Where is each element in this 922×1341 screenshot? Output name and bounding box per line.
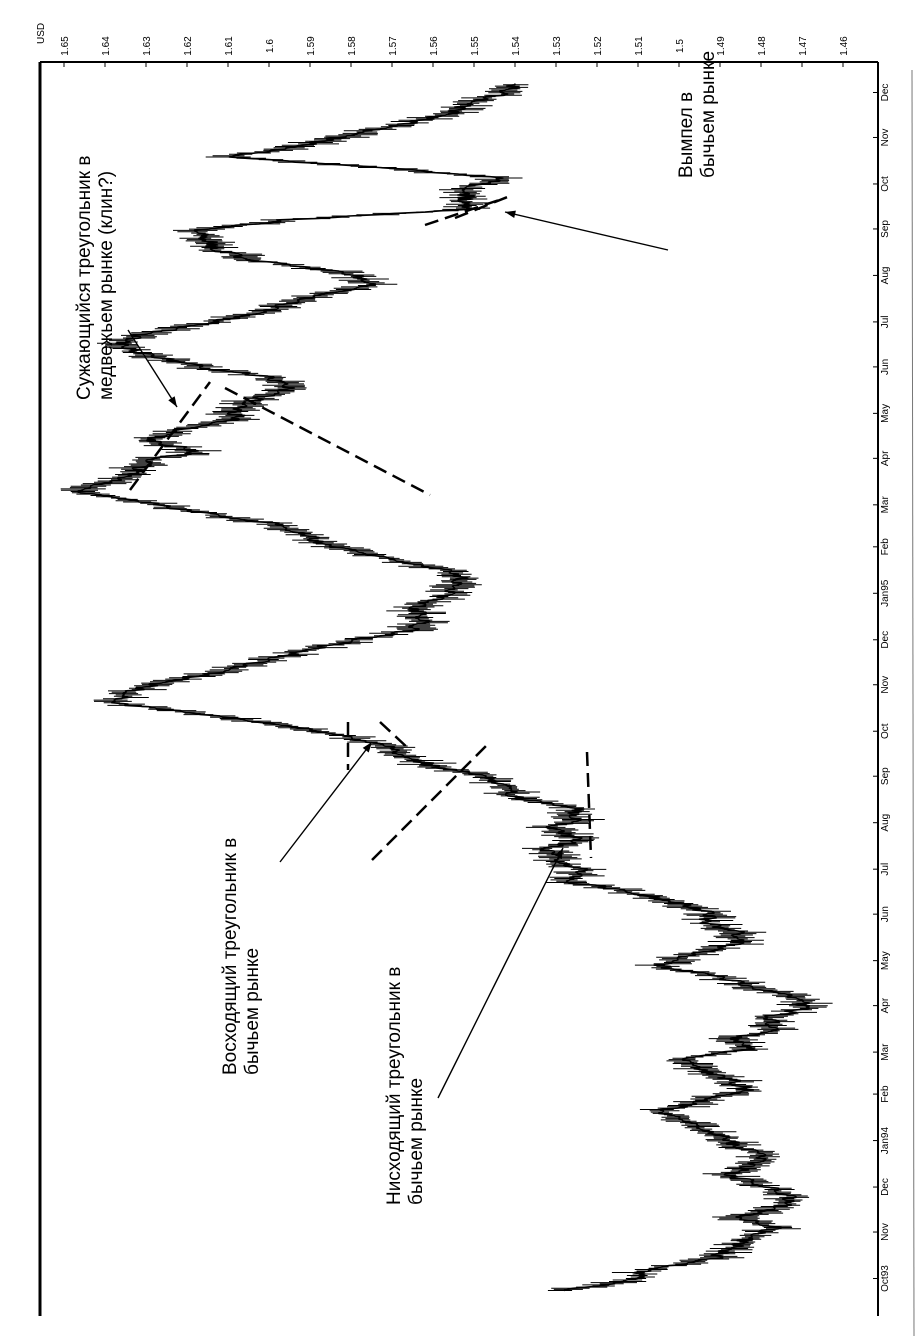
date-tick-label: Sep <box>880 220 891 238</box>
wedge-annotation-line: медвежьем рынке (клин?) <box>96 170 117 400</box>
price-tick-label: 1.49 <box>716 36 727 56</box>
pennant-annotation-line: бычьем рынке <box>698 50 719 178</box>
ascending-triangle-annotation-line: Восходящий треугольник в <box>220 837 241 1075</box>
date-tick-label: May <box>880 951 891 971</box>
date-tick-label: Apr <box>880 997 891 1014</box>
date-tick-label: May <box>880 403 891 423</box>
date-tick-label: Feb <box>880 538 891 556</box>
ascending-triangle-annotation-line: бычьем рынке <box>242 947 263 1075</box>
plot-frame <box>40 62 914 1336</box>
date-tick-label: Apr <box>880 450 891 467</box>
price-tick-label: 1.61 <box>224 36 235 56</box>
descending-triangle-annotation-line: бычьем рынке <box>406 1077 427 1205</box>
price-tick-label: 1.54 <box>511 36 522 56</box>
price-tick-label: 1.58 <box>347 36 358 56</box>
ascending-triangle-arrow <box>280 742 372 862</box>
date-tick-label: Nov <box>880 128 891 147</box>
ascending-triangle-annotation <box>220 838 263 1075</box>
wedge-annotation <box>74 156 117 400</box>
date-tick-label: Jul <box>880 862 891 876</box>
price-tick-label: 1.51 <box>634 36 645 56</box>
price-tick-label: 1.57 <box>388 36 399 56</box>
wedge-lower-line <box>225 388 430 495</box>
price-series <box>61 84 833 1291</box>
pennant-annotation <box>676 51 719 178</box>
date-tick-label: Dec <box>880 1178 891 1196</box>
price-tick-label: 1.5 <box>675 39 686 53</box>
date-tick-label: Sep <box>880 767 891 786</box>
pennant-arrow <box>505 212 668 250</box>
date-tick-label: Oct <box>880 723 891 740</box>
price-axis-ticks <box>36 23 850 67</box>
price-tick-label: 1.46 <box>839 36 850 56</box>
price-tick-label: 1.62 <box>183 36 194 56</box>
price-tick-label: 1.55 <box>470 36 481 56</box>
date-tick-label: Nov <box>880 675 891 694</box>
wedge-arrow <box>128 330 177 407</box>
date-tick-label: Dec <box>880 630 891 649</box>
pennant-annotation-line: Вымпел в <box>676 91 697 178</box>
date-tick-label: Nov <box>880 1223 891 1241</box>
pattern-lines <box>128 196 668 1098</box>
wedge-annotation-line: Сужающийся треугольник в <box>74 155 95 400</box>
price-tick-label: 1.53 <box>552 36 563 56</box>
date-tick-label: Jan95 <box>880 579 891 607</box>
price-line <box>78 84 809 1291</box>
date-tick-label: Dec <box>880 83 891 102</box>
descending-triangle-annotation-line: Нисходящий треугольник в <box>384 966 405 1205</box>
price-tick-label: 1.56 <box>429 36 440 56</box>
date-tick-label: Mar <box>880 1043 891 1061</box>
page-edge <box>912 70 914 1336</box>
axis-unit-label: USD <box>36 22 47 44</box>
price-tick-label: 1.47 <box>798 36 809 56</box>
date-tick-label: Jun <box>880 906 891 923</box>
date-tick-label: Jul <box>880 315 891 329</box>
date-tick-label: Aug <box>880 266 891 285</box>
date-tick-label: Oct93 <box>880 1265 891 1292</box>
price-tick-label: 1.59 <box>306 36 317 56</box>
price-tick-label: 1.48 <box>757 36 768 56</box>
date-tick-label: Oct <box>880 176 891 192</box>
price-tick-label: 1.52 <box>593 36 604 56</box>
wedge-upper-line <box>130 382 210 490</box>
descending-triangle-arrow <box>438 848 563 1098</box>
descending-triangle-annotation <box>384 967 427 1205</box>
price-tick-label: 1.65 <box>60 36 71 56</box>
date-tick-label: Jan94 <box>880 1126 891 1155</box>
descending-triangle-slope <box>372 742 490 860</box>
price-tick-label: 1.6 <box>265 39 276 53</box>
date-tick-label: Aug <box>880 813 891 832</box>
date-tick-label: Jun <box>880 358 891 375</box>
price-tick-label: 1.64 <box>101 36 112 56</box>
ascending-triangle-arrow-head <box>363 742 372 752</box>
wedge-arrow-head <box>168 396 177 407</box>
date-tick-label: Mar <box>880 496 891 514</box>
price-tick-label: 1.63 <box>142 36 153 56</box>
date-tick-label: Feb <box>880 1085 891 1103</box>
date-axis-ticks <box>873 84 891 1292</box>
